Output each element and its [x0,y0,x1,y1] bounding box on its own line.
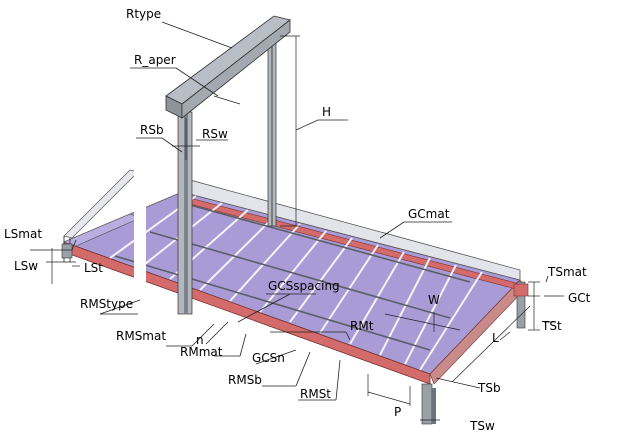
label-rmstype: RMStype [80,297,134,311]
cut-gap [134,150,146,310]
label-rmst: RMSt [300,387,332,401]
label-lsmat: LSmat [4,227,43,241]
dim-tsb [436,378,480,388]
label-gcsn: GCSn [252,351,285,365]
label-r-aper: R_aper [134,53,176,67]
right-end-cap [514,284,528,296]
label-l: L [492,331,499,345]
dim-raper [214,96,240,104]
label-rsb: RSb [140,123,164,137]
front-right-leg-shade [432,388,436,424]
label-tst: TSt [542,319,562,333]
label-rmmat: RMmat [180,345,223,359]
label-gcmat: GCmat [408,207,450,221]
label-h: H [322,105,332,119]
label-gcsspacing: GCSspacing [268,279,340,293]
label-rmsmat: RMSmat [116,329,167,343]
label-rsw: RSw [202,127,228,141]
dim-h-leader [296,120,318,130]
label-n: n [196,333,204,347]
label-rmt: RMt [350,319,374,333]
front-right-leg [422,384,432,424]
dim-l-tick [500,332,510,340]
dim-p [368,392,410,404]
label-lsw: LSw [14,259,39,273]
left-support [62,244,72,258]
label-rmsb: RMSb [228,373,262,387]
label-tsb: TSb [478,381,501,395]
label-rtype: Rtype [126,7,162,21]
label-gct: GCt [568,291,591,305]
label-tsmat: TSmat [548,265,587,279]
label-p: P [394,405,402,419]
label-lst: LSt [84,261,104,275]
label-tsw: TSw [470,419,495,433]
label-w: W [428,293,440,307]
